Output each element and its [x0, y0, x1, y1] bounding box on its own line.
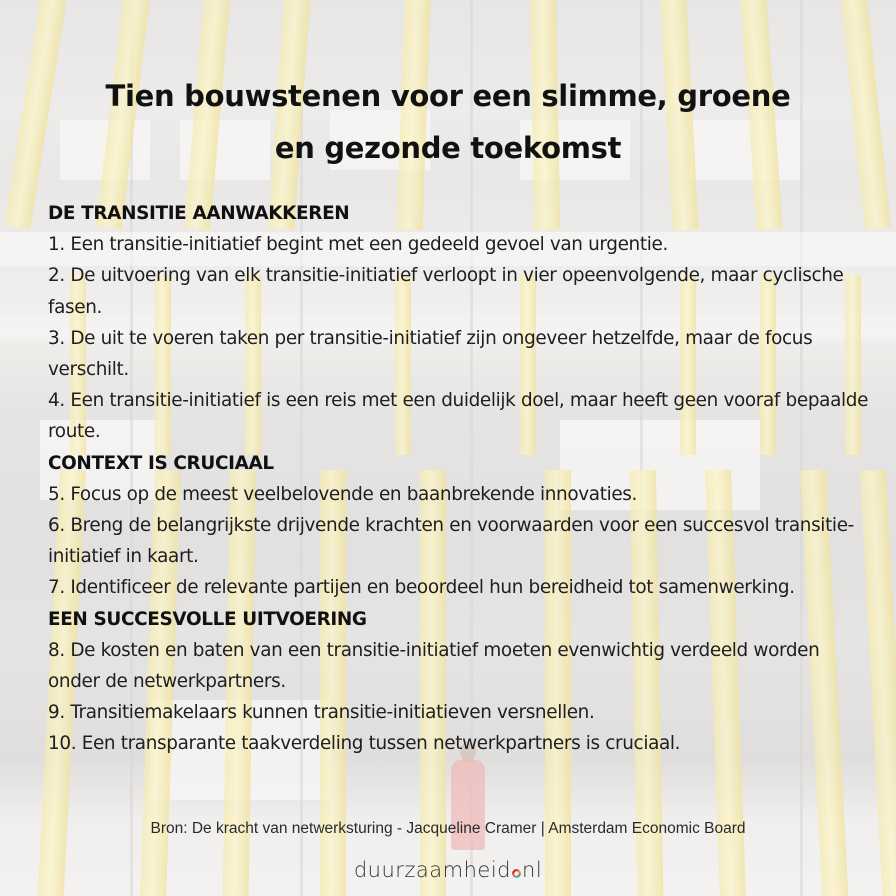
list-item: 7. Identificeer de relevante partijen en beoordeel hun bereidheid tot samenwerking.: [48, 577, 795, 599]
section-heading: DE TRANSITIE AANWAKKEREN: [48, 203, 350, 224]
page-title: [0, 70, 896, 174]
section-heading: CONTEXT IS CRUCIAAL: [48, 452, 274, 474]
list-item: 4. Een transitie-initiatief is een reis met een duidelijk doel, maar heeft geen vooraf bepaalde route.: [48, 390, 869, 443]
list-item: 10. Een transparante taakverdeling tussen netwerkpartners is cruciaal.: [48, 733, 681, 755]
section-successful-execution: [48, 604, 876, 760]
brand-logo: [0, 858, 896, 882]
source-citation: Bron: De kracht van netwerksturing - Jacqueline Cramer | Amsterdam Economic Board: [150, 820, 746, 837]
logo-text-main: duurzaamheid: [353, 858, 512, 882]
list-item: 2. De uitvoering van elk transitie-initiatief verloopt in vier opeenvolgende, maar cyclische fasen.: [48, 265, 844, 318]
building-blocks-list: [48, 198, 876, 760]
title-line-2: en gezonde toekomst: [274, 131, 622, 165]
title-line-1: Tien bouwstenen voor een slimme, groene: [105, 79, 791, 113]
section-context-crucial: [48, 448, 876, 604]
list-item: 3. De uit te voeren taken per transitie-initiatief zijn ongeveer hetzelfde, maar de focus verschilt.: [48, 327, 813, 381]
logo-text-tld: nl: [522, 858, 543, 882]
list-item: 6. Breng de belangrijkste drijvende krachten en voorwaarden voor een succesvol transitie-initiatief in kaart.: [48, 515, 854, 568]
list-item: 5. Focus op de meest veelbelovende en baanbrekende innovaties.: [48, 483, 638, 505]
list-item: 1. Een transitie-initiatief begint met een gedeeld gevoel van urgentie.: [48, 234, 668, 256]
section-ignite-transition: [48, 198, 876, 448]
section-heading: EEN SUCCESVOLLE UITVOERING: [48, 608, 367, 630]
list-item: 8. De kosten en baten van een transitie-initiatief moeten evenwichtig verdeeld worden onder de netwerkpartners.: [48, 639, 820, 693]
sdg-color-wheel-icon: [512, 869, 521, 878]
list-item: 9. Transitiemakelaars kunnen transitie-initiatieven versnellen.: [48, 702, 595, 724]
